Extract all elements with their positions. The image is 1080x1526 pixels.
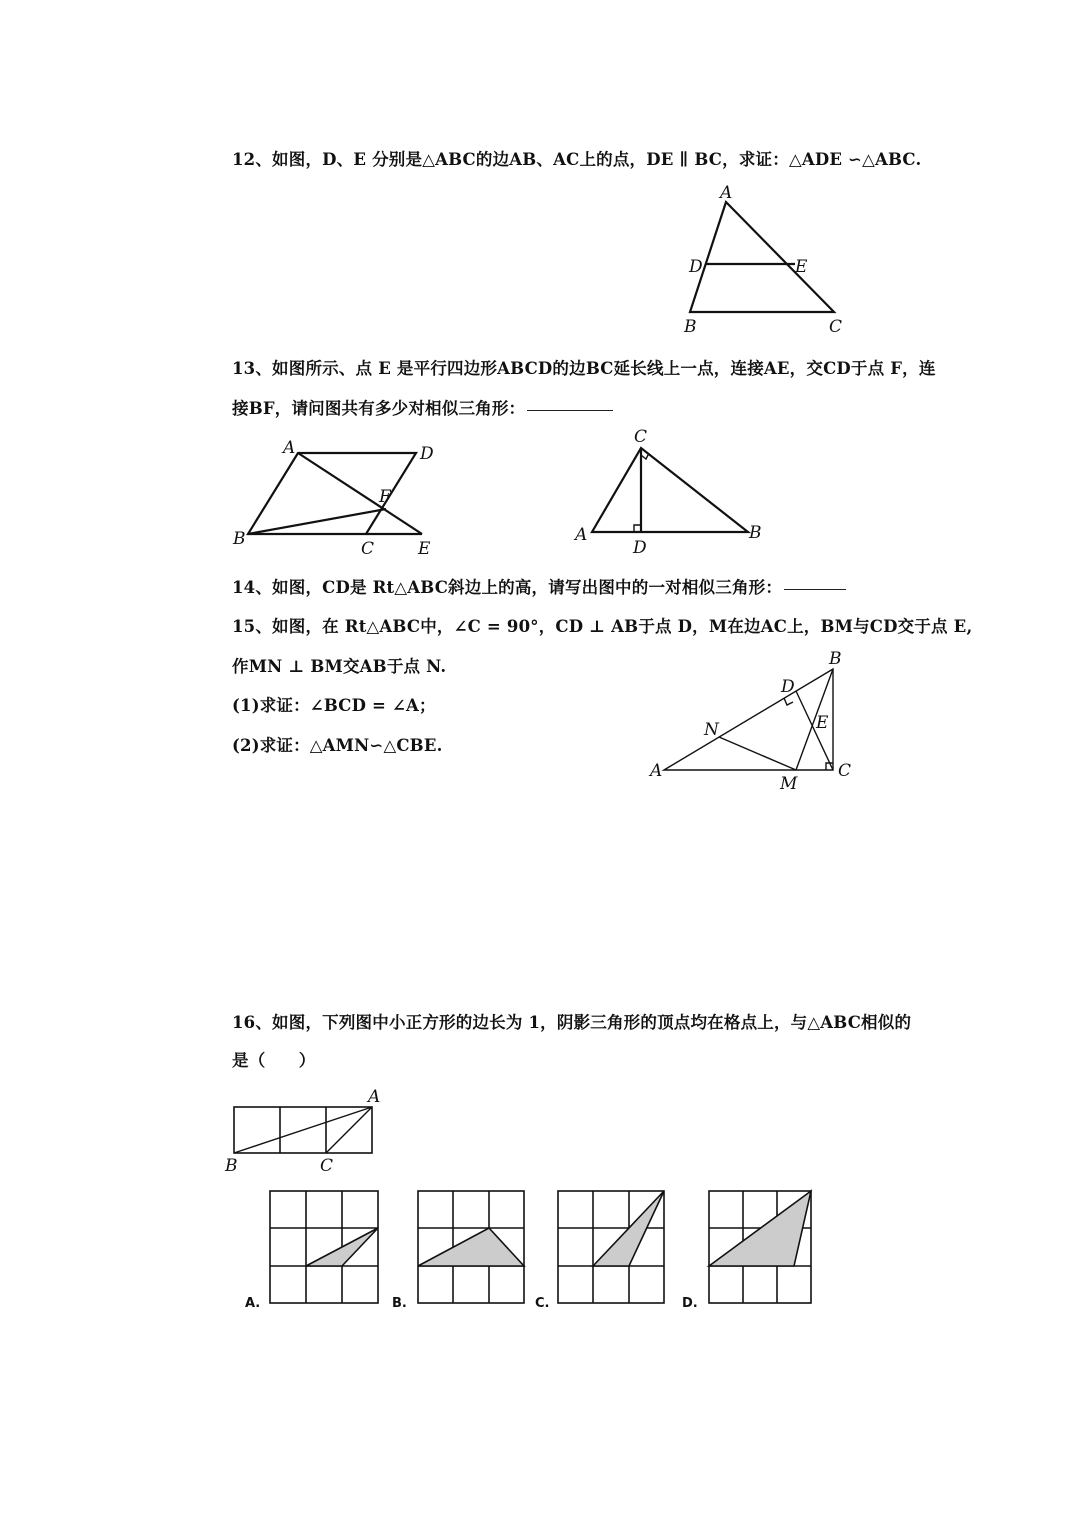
q13-label-d: D [420, 444, 434, 464]
q14-label-b: B [749, 523, 762, 543]
q16-label-a: A [368, 1087, 381, 1107]
q14-label-a: A [575, 525, 588, 545]
q15-label-e: E [816, 713, 829, 733]
q16-segment-ac [326, 1107, 372, 1153]
q13-label-f: F [379, 487, 391, 507]
q16-line2: 是（ ） [232, 1051, 316, 1070]
q13-label-e: E [418, 539, 431, 559]
q13-line2-text: 接BF，请问图共有多少对相似三角形： [232, 399, 526, 418]
q14-label-c: C [634, 427, 648, 447]
q13-line1: 13、如图所示、点 E 是平行四边形ABCD的边BC延长线上一点，连接AE，交CD于点 F，连 [232, 359, 936, 378]
q15-part2: (2)求证：△AMN∽△CBE. [232, 736, 443, 755]
q15-part1: (1)求证：∠BCD = ∠A； [232, 696, 436, 715]
q15-label-d: D [781, 677, 795, 697]
q15-line1: 15、如图，在 Rt△ABC中，∠C = 90°，CD ⊥ AB于点 D，M在边AC上，BM与CD交于点 E, [232, 617, 973, 636]
q15-line2: 作MN ⊥ BM交AB于点 N. [232, 657, 447, 676]
q15-label-n: N [704, 720, 719, 740]
q16-option-d-grid [682, 1191, 811, 1311]
q14-label-d: D [633, 538, 647, 558]
q15-label-c: C [838, 761, 852, 781]
q13-label-b: B [233, 529, 246, 549]
q16-option-c-label: C. [535, 1296, 550, 1311]
q16-label-c: C [320, 1156, 334, 1176]
q15-label-a: A [650, 761, 663, 781]
q16-line1: 16、如图，下列图中小正方形的边长为 1，阴影三角形的顶点均在格点上，与△ABC相似的 [232, 1013, 912, 1032]
q16-label-b: B [225, 1156, 238, 1176]
q12-label-c: C [829, 317, 843, 337]
q16-option-b-label: B. [392, 1296, 407, 1311]
q16-option-d-label: D. [682, 1296, 698, 1311]
q12-label-b: B [684, 317, 697, 337]
q16-option-b-grid [392, 1191, 524, 1311]
q16-option-c-grid [535, 1191, 664, 1311]
q16-option-a-grid [245, 1191, 378, 1311]
q16-option-b-shaded-triangle [418, 1228, 524, 1266]
q12-label-d: D [689, 257, 703, 277]
q12-label-a: A [720, 183, 733, 203]
q15-label-b: B [829, 649, 842, 669]
q16-reference-grid [224, 1087, 380, 1176]
q13-label-c: C [361, 539, 375, 559]
q13-label-a: A [283, 438, 296, 458]
q12-text: 12、如图，D、E 分别是△ABC的边AB、AC上的点，DE ∥ BC，求证：△ADE ∽△ABC. [232, 150, 922, 169]
q14-text: 14、如图，CD是 Rt△ABC斜边上的高，请写出图中的一对相似三角形： [232, 578, 783, 597]
q16-segment-ab [234, 1107, 372, 1153]
q12-label-e: E [795, 257, 808, 277]
q15-label-m: M [780, 774, 798, 794]
q16-option-a-label: A. [245, 1296, 261, 1311]
